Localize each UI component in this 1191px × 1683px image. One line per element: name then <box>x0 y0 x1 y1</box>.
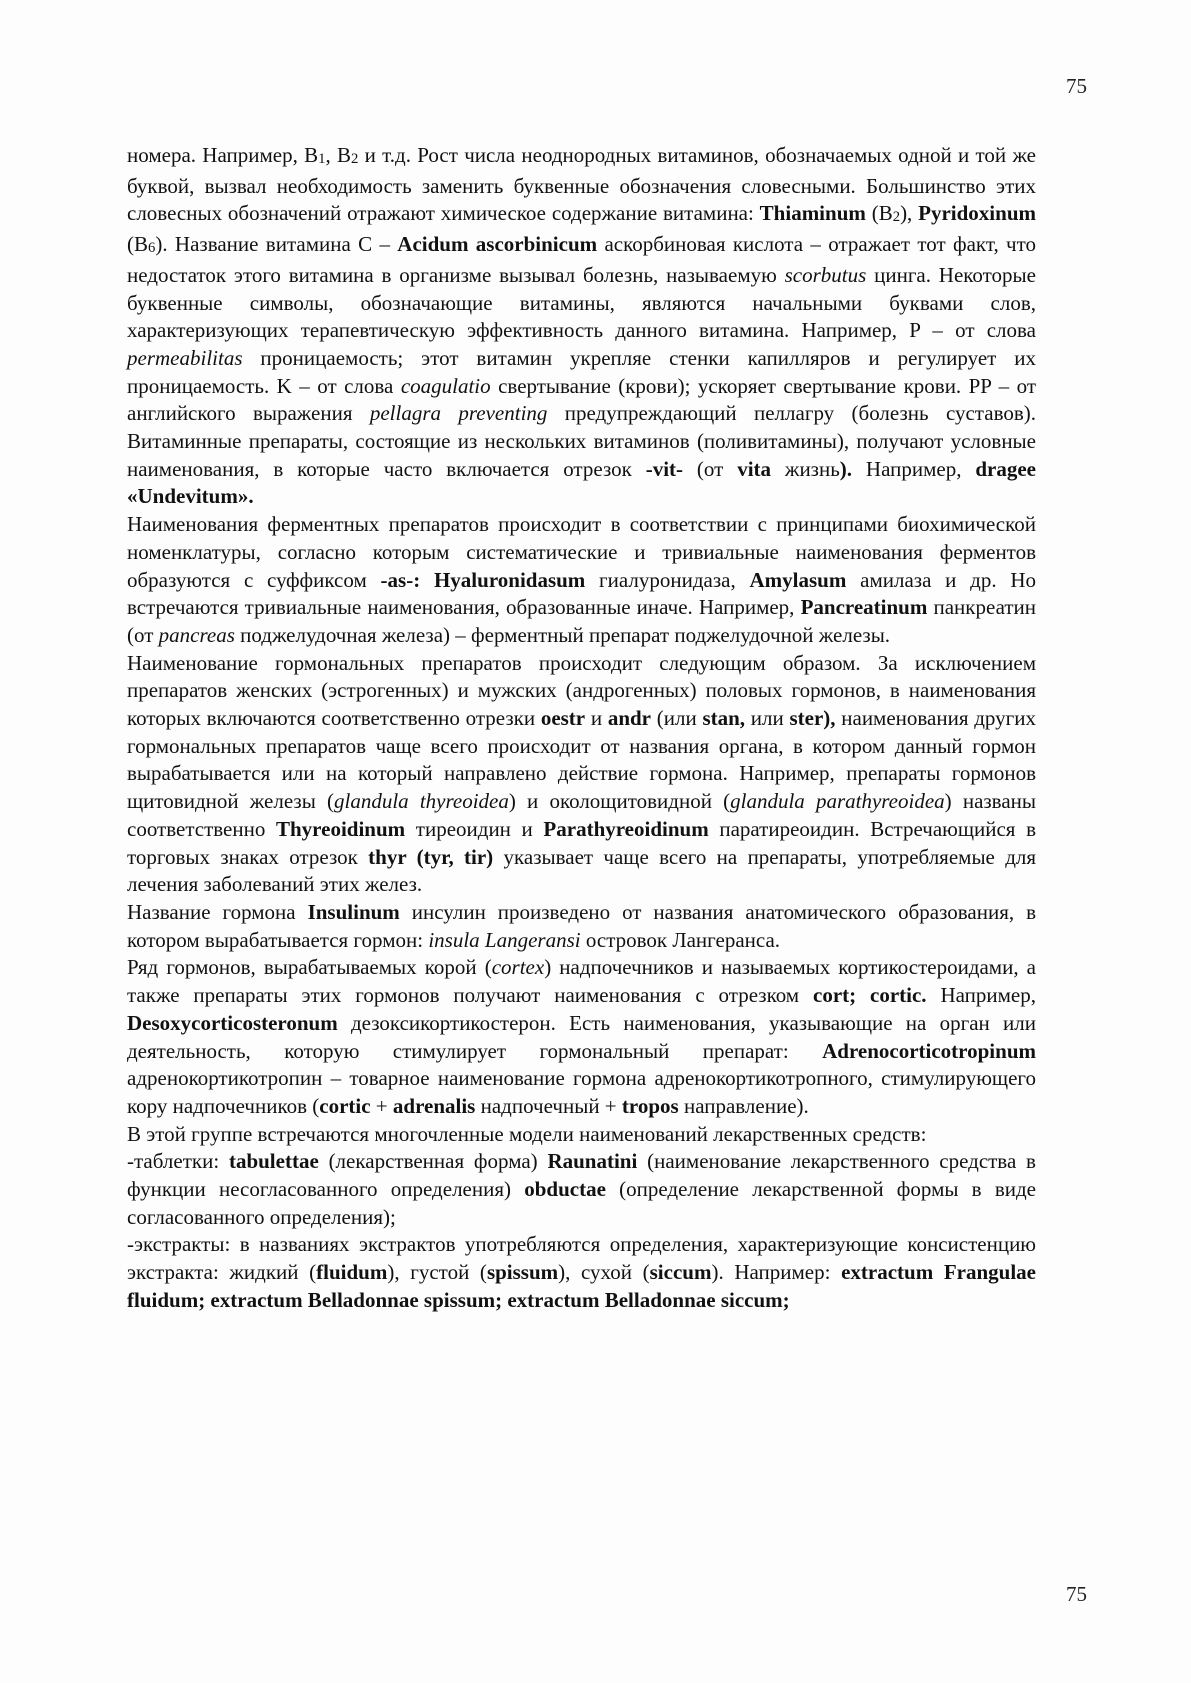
bold-term: adrenalis <box>392 1093 476 1118</box>
text-run: наименования других гормональных препаратов чаще всего происходит от названия органа, в котором данный гормон вырабатывается или на который направлено действие гормона. Например, препараты гормонов щитовидной железы ( <box>127 706 1036 814</box>
text-run: или <box>663 706 703 731</box>
text-run: В этой группе встречаются многочленные модели наименований лекарственных средств: <box>127 1121 927 1146</box>
bold-term: -as-: <box>380 567 421 592</box>
italic-term: scorbutus <box>784 262 867 287</box>
bold-term: Pancreatinum <box>800 595 928 620</box>
text-run: (определение лекарственной формы в виде согласованного определения); <box>127 1177 1036 1229</box>
text-run: жизнь <box>771 456 840 481</box>
text-run: Например, <box>852 456 976 481</box>
bold-term: andr <box>607 706 652 731</box>
text-run: Наименования ферментных препаратов происходит в соответствии с принципами биохимической номенклатуры, согласно которым систематические и тривиальные наименования ферментов образуются с суффиксом <box>127 512 1036 592</box>
bold-term: cortic <box>319 1093 371 1118</box>
text-run: ) названы соответственно <box>127 789 1036 841</box>
paragraph <box>127 650 1036 899</box>
text-run: 2 <box>351 150 359 167</box>
text-run: паратиреоидин. Встречающийся в торговых знаках отрезок <box>127 816 1037 869</box>
text-run: амилаза и др. Но встречаются тривиальные наименования, образованные иначе. Например, <box>127 567 1037 620</box>
text-run: (B <box>865 201 893 226</box>
paragraph <box>127 1231 1036 1314</box>
text-run: + <box>370 1093 393 1118</box>
text-run: Например, <box>926 983 1036 1008</box>
paragraph <box>127 954 1036 1120</box>
text-run: номера. Например, B <box>127 143 319 167</box>
bold-term: Parathyreoidinum <box>543 816 709 841</box>
text-run: адренокортикотропин – товарное наименование гормона адренокортикотропного, стимулирующего кору надпочечников ( <box>127 1066 1036 1118</box>
italic-term: glandula parathyreoidea <box>730 789 945 814</box>
text-run: инсулин произведено от названия анатомического образования, в котором вырабатывается гормон: <box>127 899 1036 952</box>
text-run: ) надпочечников и называемых кортикостероидами, а также препараты этих гормонов получают наименования с отрезком <box>127 955 1036 1008</box>
bold-term: stan, <box>702 706 746 731</box>
text-run: -таблетки: <box>127 1149 229 1174</box>
bold-term: Amylasum <box>749 567 847 592</box>
bold-term: Thiaminum <box>759 201 866 226</box>
bold-term: ). <box>839 456 853 481</box>
text-run: ), густой ( <box>387 1260 487 1285</box>
italic-term: pancreas <box>158 622 235 647</box>
text-run: островок Лангеранса. <box>580 927 781 952</box>
italic-term: pellagra preventing <box>369 401 548 426</box>
paragraph <box>127 899 1036 954</box>
bold-term: fluidum <box>316 1260 388 1285</box>
text-run: аскорбиновая кислота – отражает тот факт, что недостаток этого витамина в организме вызывал болезнь, называемую <box>127 232 1036 287</box>
paragraph <box>127 1121 1036 1149</box>
text-run: указывает чаще всего на препараты, употребляемые для лечения заболеваний этих желез. <box>127 844 1037 897</box>
text-run: 2 <box>892 209 901 226</box>
bold-term: Raunatini <box>547 1149 638 1174</box>
bold-term: Acidum ascorbinicum <box>397 232 598 257</box>
paragraph <box>127 1148 1036 1231</box>
text-run: поджелудочная железа) – ферментный препарат поджелудочной железы. <box>234 622 891 647</box>
text-run <box>420 568 434 592</box>
page-number-bottom: 75 <box>1066 1582 1087 1606</box>
text-run: , B <box>325 143 352 167</box>
italic-term: insula Langeransi <box>428 927 581 952</box>
bold-term: Insulinum <box>307 899 400 924</box>
bold-term: siccum <box>649 1260 712 1285</box>
bold-term: -vit- <box>645 456 684 481</box>
italic-term: permeabilitas <box>127 345 243 370</box>
bold-term: spissum <box>486 1260 559 1285</box>
text-run: Наименование гормональных препаратов происходит следующим образом. За исключением препаратов женских (эстрогенных) и мужских (андрогенных) половых гормонов, в наименования которых включаются соответственно отрезки <box>127 650 1036 731</box>
bold-term: obductae <box>524 1177 606 1202</box>
bold-term: extractum Frangulae fluidum; extractum Belladonnae spissum; extractum Belladonnae siccum; <box>127 1260 1037 1312</box>
text-run: и т.д. Рост числа неоднородных витаминов, обозначаемых одной и той же буквой, вызвал необходимость заменить буквенные обозначения словесными. Большинство этих словесных обозначений отражают химическое содержание витамина: <box>127 143 1036 226</box>
text-run: Название гормона <box>127 899 308 924</box>
text-run: дезоксикортикостерон. Есть наименования, указывающие на орган или деятельность, которую стимулирует гормональный препарат: <box>127 1010 1036 1063</box>
bold-term: Adrenocorticotropinum <box>822 1038 1036 1063</box>
text-run: и <box>585 706 608 731</box>
text-run: или <box>745 706 790 731</box>
text-run: надпочечный + <box>475 1093 622 1118</box>
text-run: предупреждающий пеллагру (болезнь суставов). Витаминные препараты, состоящие из нескольких витаминов (поливитамины), получают условные наименования, в которые часто включается отрезок <box>127 401 1036 481</box>
text-run: панкреатин (от <box>127 595 1036 647</box>
italic-term: glandula thyreoidea <box>334 789 509 814</box>
text-run: направление). <box>678 1093 809 1118</box>
bold-term: ster), <box>789 706 836 731</box>
text-run: тиреоидин и <box>405 816 544 841</box>
text-run: (B <box>127 232 148 257</box>
body-text <box>127 142 1036 1315</box>
italic-term: cortex <box>491 955 545 980</box>
bold-term: thyr (tyr, tir) <box>368 844 494 869</box>
text-run: ( <box>651 706 664 731</box>
paragraph <box>127 142 1036 511</box>
bold-term: dragee «Undevitum». <box>127 456 1037 509</box>
bold-term: cort; cortic. <box>813 983 927 1008</box>
bold-term: Thyreoidinum <box>276 816 406 841</box>
text-run: -экстракты: в названиях экстрактов употребляются определения, характеризующие консистенцию экстракта: жидкий ( <box>127 1232 1036 1285</box>
text-run: ), <box>900 201 919 226</box>
text-run: ). Название витамина C – <box>155 232 398 257</box>
text-run: 1 <box>318 150 326 167</box>
text-run: гиалуронидаза, <box>585 567 750 592</box>
text-run: проницаемость; этот витамин укрепляе стенки капилляров и регулирует их проницаемость. K – от слова <box>127 345 1036 398</box>
bold-term: vita <box>737 456 772 481</box>
text-run: (лекарственная форма) <box>318 1149 548 1174</box>
text-run: Ряд гормонов, вырабатываемых корой ( <box>127 955 492 980</box>
text-run: цинга. Некоторые буквенные символы, обозначающие витамины, являются начальными буквами слов, характеризующих терапевтическую эффективность данного витамина. Например, P – от слова <box>127 262 1036 343</box>
text-run: (наименование лекарственного средства в функции несогласованного определения) <box>127 1149 1036 1202</box>
text-run: ), сухой ( <box>558 1260 650 1285</box>
text-run: ) и околощитовидной ( <box>508 789 731 814</box>
bold-term: tabulettae <box>228 1149 319 1174</box>
bold-term: oestr <box>540 706 586 731</box>
bold-term: Hyaluronidasum <box>433 567 586 592</box>
bold-term: tropos <box>621 1093 679 1118</box>
text-run: свертывание (крови); ускоряет свертывание крови. PP – от английского выражения <box>127 373 1037 426</box>
paragraph <box>127 511 1036 650</box>
bold-term: Desoxycorticosteronum <box>127 1010 338 1035</box>
text-run: ). Например: <box>711 1260 842 1285</box>
page-number-top: 75 <box>1066 74 1087 98</box>
text-run: (от <box>683 456 738 481</box>
text-run: 6 <box>148 239 156 256</box>
italic-term: coagulatio <box>400 373 491 398</box>
bold-term: Pyridoxinum <box>918 201 1036 226</box>
